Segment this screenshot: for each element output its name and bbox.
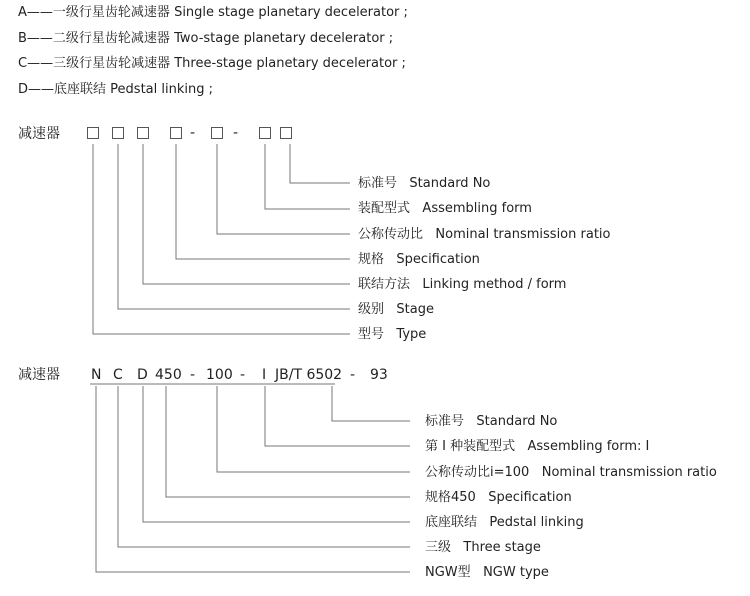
connector-assembling-form-2 xyxy=(265,386,410,446)
label-en: Three stage xyxy=(463,540,541,555)
separator: - xyxy=(240,367,246,383)
legend-dash: —— xyxy=(28,82,55,97)
label-cn: 规格 xyxy=(358,252,385,267)
connector-stage-2 xyxy=(118,386,410,547)
label-cn: 级别 xyxy=(358,302,385,317)
legend-cn: 三级行星齿轮减速器 xyxy=(53,56,171,71)
label-type-2 xyxy=(425,565,549,581)
label-en: Specification xyxy=(488,490,572,505)
label-en: Type xyxy=(396,327,427,342)
connector-standard-no xyxy=(290,144,350,183)
label-assembling-form-2 xyxy=(425,439,649,455)
separator: - xyxy=(190,367,196,383)
label-en: Nominal transmission ratio xyxy=(541,465,717,480)
label-en: Standard No xyxy=(409,176,491,191)
label-standard-no xyxy=(358,176,490,192)
label-cn: 型号 xyxy=(358,327,385,342)
label-en: Stage xyxy=(396,302,434,317)
label-en: Pedstal linking xyxy=(489,515,584,530)
code-standard: JB/T 6502 xyxy=(275,367,343,383)
separator: - xyxy=(190,125,196,141)
label-cn: 装配型式 xyxy=(358,201,411,216)
connector-ratio-2 xyxy=(217,386,410,472)
legend-key: B xyxy=(18,31,27,46)
label-cn: 联结方法 xyxy=(358,277,411,292)
label-en: Specification xyxy=(396,252,480,267)
label-type xyxy=(358,327,426,343)
legend-key: C xyxy=(18,56,28,71)
code-assembling: I xyxy=(262,367,267,383)
label-pedstal-2 xyxy=(425,515,584,531)
reducer-prefix: 减速器 xyxy=(18,367,60,383)
code-box-ratio xyxy=(211,127,223,139)
legend-end: ; xyxy=(403,5,408,20)
code-specification: 450 xyxy=(155,367,182,383)
code-ratio: 100 xyxy=(206,367,233,383)
label-cn: 规格450 xyxy=(425,490,476,505)
legend-end: ; xyxy=(208,82,214,97)
legend-key: D xyxy=(18,82,29,97)
reducer-prefix: 减速器 xyxy=(18,126,60,142)
separator: - xyxy=(350,367,356,383)
label-en: Assembling form xyxy=(422,201,532,216)
code-type: N xyxy=(91,367,102,383)
legend-en: Single stage planetary decelerator xyxy=(174,5,400,20)
label-en: Linking method / form xyxy=(422,277,567,292)
label-en: Assembling form: I xyxy=(527,439,650,454)
connector-specification-2 xyxy=(166,386,410,497)
code-linking: D xyxy=(137,367,148,383)
label-specification-2 xyxy=(425,490,572,506)
label-ratio xyxy=(358,227,610,243)
label-linking xyxy=(358,277,566,293)
label-stage xyxy=(358,302,434,318)
label-cn: 第 I 种装配型式 xyxy=(425,439,516,454)
legend-en: Two-stage planetary decelerator xyxy=(174,31,385,46)
connector-type xyxy=(93,144,350,334)
label-cn: 公称传动比 xyxy=(358,227,424,242)
legend-cn: 底座联结 xyxy=(54,82,107,97)
connector-standard-no-2 xyxy=(332,386,410,421)
label-ratio-2 xyxy=(425,465,717,481)
code-box-standard xyxy=(280,127,292,139)
code-box-linking xyxy=(137,127,149,139)
legend-cn: 一级行星齿轮减速器 xyxy=(52,5,170,20)
label-cn: 三级 xyxy=(425,540,452,555)
connector-pedstal-2 xyxy=(143,386,410,522)
label-cn: 公称传动比i=100 xyxy=(425,465,530,480)
legend-key: A xyxy=(18,5,27,20)
label-en: NGW type xyxy=(483,565,549,580)
label-cn: NGW型 xyxy=(425,565,471,580)
label-en: Nominal transmission ratio xyxy=(435,227,611,242)
label-stage-2 xyxy=(425,540,541,556)
label-specification xyxy=(358,252,480,268)
label-cn: 标准号 xyxy=(425,414,465,429)
legend-en: Three-stage planetary decelerator xyxy=(174,56,398,71)
code-box-stage xyxy=(112,127,124,139)
code-stage: C xyxy=(113,367,123,383)
code-box-assembling xyxy=(259,127,271,139)
connector-linking xyxy=(143,144,350,284)
legend-cn: 二级行星齿轮减速器 xyxy=(52,31,170,46)
label-cn: 底座联结 xyxy=(425,515,478,530)
code-year: 93 xyxy=(370,367,388,383)
legend-dash: —— xyxy=(27,56,54,71)
label-assembling-form xyxy=(358,201,532,217)
separator: - xyxy=(233,125,239,141)
connector-ratio xyxy=(217,144,350,234)
legend-dash: —— xyxy=(26,31,53,46)
label-en: Standard No xyxy=(476,414,558,429)
legend-en: Pedstal linking xyxy=(110,82,205,97)
connector-specification xyxy=(176,144,350,259)
label-cn: 标准号 xyxy=(358,176,398,191)
legend-dash: —— xyxy=(26,5,53,20)
connector-assembling-form xyxy=(265,144,350,209)
legend-end: ; xyxy=(401,56,406,71)
label-standard-no-2 xyxy=(425,414,557,430)
legend-end: ; xyxy=(388,31,394,46)
code-box-specification xyxy=(170,127,182,139)
code-box-type xyxy=(87,127,99,139)
